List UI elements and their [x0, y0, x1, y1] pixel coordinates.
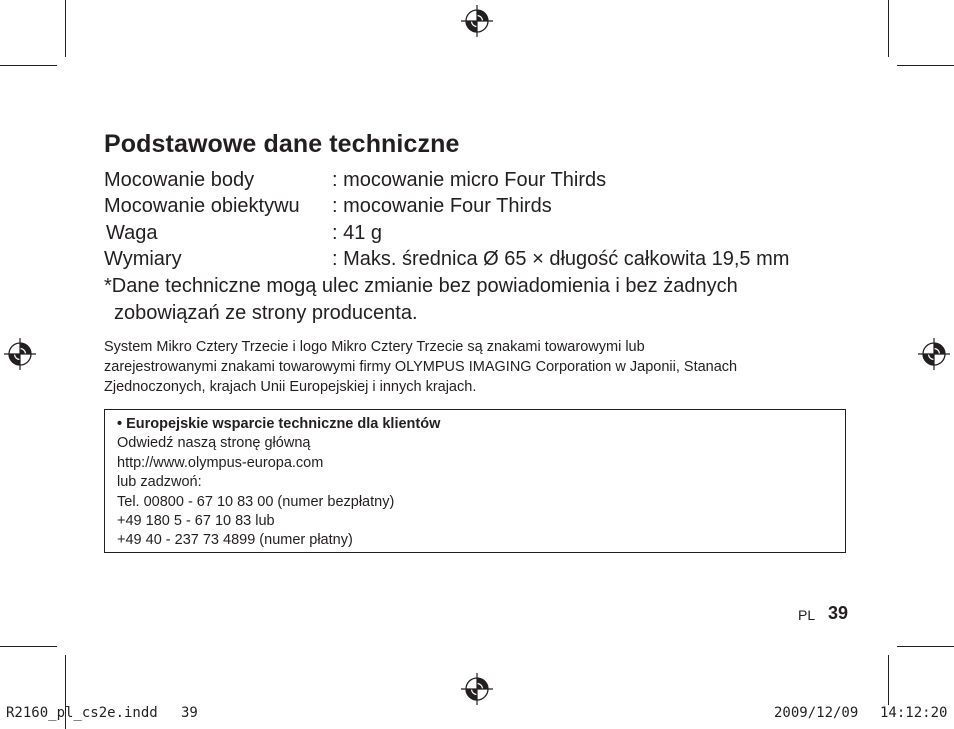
trademark-line: Zjednoczonych, krajach Unii Europejskiej i innych krajach. — [104, 379, 477, 395]
registration-mark-bottom-icon — [461, 673, 493, 705]
crop-mark-top-right-vertical — [888, 0, 889, 57]
slug-time: 14:12:20 — [880, 705, 948, 721]
spec-value: : Maks. średnica Ø 65 × długość całkowita 19,5 mm — [332, 248, 790, 270]
support-line: lub zadzwoń: — [117, 474, 202, 491]
crop-mark-top-left-horizontal — [0, 65, 57, 66]
crop-mark-top-left-vertical — [65, 0, 66, 57]
trademark-paragraph — [104, 337, 844, 397]
slug-date: 2009/12/09 — [774, 705, 859, 721]
registration-mark-left-icon — [4, 338, 36, 370]
trademark-line: System Mikro Cztery Trzecie i logo Mikro Cztery Trzecie są znakami towarowymi lub — [104, 339, 645, 355]
support-line: Odwiedź naszą stronę główną — [117, 435, 311, 452]
page-title: Podstawowe dane techniczne — [104, 130, 460, 158]
spec-label: Mocowanie obiektywu — [104, 195, 300, 217]
spec-value: : mocowanie Four Thirds — [332, 195, 552, 217]
registration-mark-right-icon — [918, 338, 950, 370]
support-heading: • Europejskie wsparcie techniczne dla klientów — [117, 416, 441, 432]
support-info-box — [104, 409, 846, 553]
spec-label: Mocowanie body — [104, 169, 255, 191]
spec-value: : mocowanie micro Four Thirds — [332, 169, 607, 191]
slug-page: 39 — [181, 705, 198, 721]
crop-mark-top-right-horizontal — [897, 65, 954, 66]
registration-mark-top-icon — [461, 5, 493, 37]
support-phone-paid: +49 40 - 237 73 4899 (numer płatny) — [117, 532, 353, 549]
slug-filename: R2160_pl_cs2e.indd — [6, 705, 158, 721]
crop-mark-bottom-right-horizontal — [897, 646, 954, 647]
spec-label: Waga — [106, 222, 158, 244]
spec-label: Wymiary — [104, 248, 182, 270]
support-phone-free: Tel. 00800 - 67 10 83 00 (numer bezpłatny) — [117, 493, 395, 510]
crop-mark-bottom-right-vertical — [888, 655, 889, 705]
page-number: 39 — [828, 603, 849, 623]
spec-value: : 41 g — [332, 222, 383, 244]
disclaimer-note-line-1: *Dane techniczne mogą ulec zmianie bez powiadomienia i bez żadnych — [104, 275, 738, 297]
support-info-content — [117, 415, 440, 551]
trademark-line: zarejestrowanymi znakami towarowymi firmy OLYMPUS IMAGING Corporation w Japonii, Stanach — [104, 359, 738, 375]
support-website-link: http://www.olympus-europa.com — [117, 454, 324, 471]
language-code: PL — [798, 607, 816, 623]
crop-mark-bottom-left-horizontal — [0, 646, 57, 647]
support-phone: +49 180 5 - 67 10 83 lub — [117, 513, 275, 530]
disclaimer-note-line-2: zobowiązań ze strony producenta. — [114, 302, 418, 324]
